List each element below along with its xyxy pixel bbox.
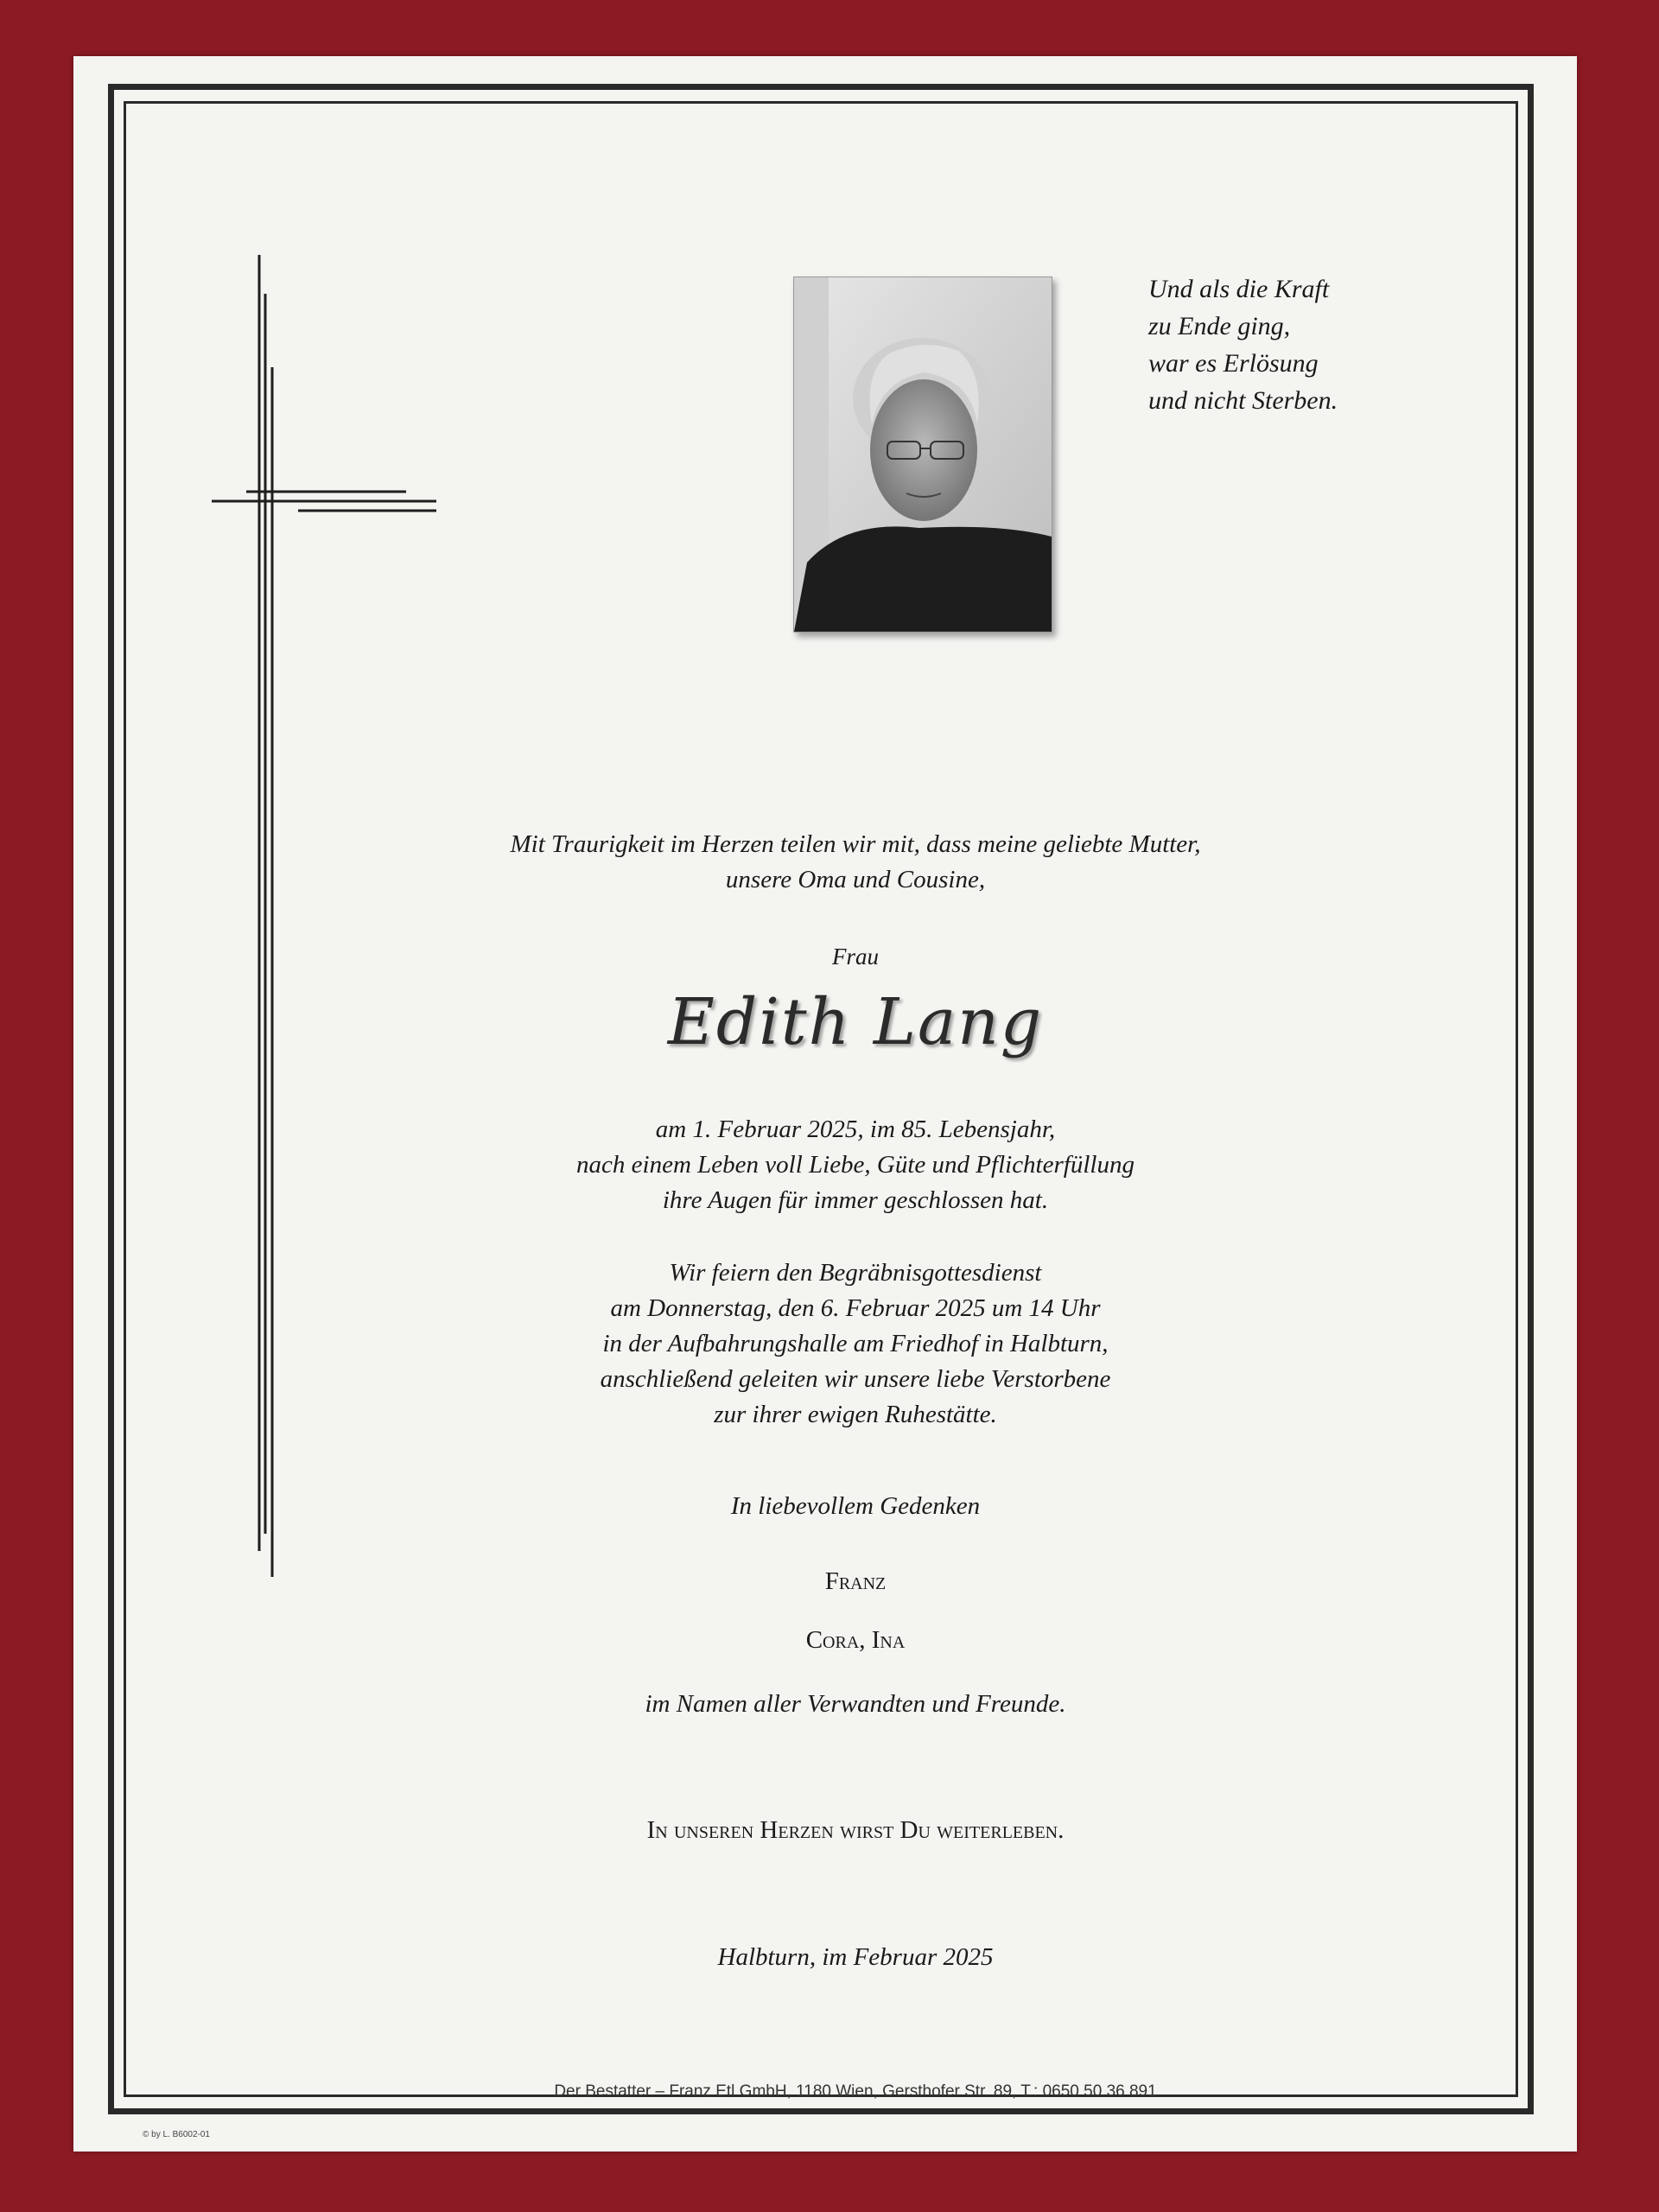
funeral-info-line: anschließend geleiten wir unsere liebe Verstorbene	[600, 1365, 1111, 1393]
intro-text	[246, 827, 1465, 898]
death-info-line: am 1. Februar 2025, im 85. Lebensjahr,	[655, 1116, 1056, 1143]
funeral-info-line: Wir feiern den Begräbnisgottesdienst	[669, 1259, 1042, 1287]
poem-line: Und als die Kraft	[1148, 275, 1330, 303]
portrait-photo	[793, 276, 1052, 632]
death-info-line: nach einem Leben voll Liebe, Güte und Pflichterfüllung	[576, 1151, 1135, 1179]
closing-phrase: In unseren Herzen wirst Du weiterleben.	[646, 1816, 1065, 1844]
funeral-info-line: in der Aufbahrungshalle am Friedhof in Halbturn,	[602, 1330, 1109, 1357]
intro-line-2: unsere Oma und Cousine,	[725, 866, 986, 893]
funeral-info	[246, 1255, 1465, 1433]
death-info-line: ihre Augen für immer geschlossen hat.	[662, 1186, 1049, 1214]
relatives-note: im Namen aller Verwandten und Freunde.	[645, 1690, 1066, 1718]
place-date: Halbturn, im Februar 2025	[717, 1943, 994, 1971]
remembrance: In liebevollem Gedenken	[730, 1492, 981, 1520]
deceased-name: Edith Lang	[667, 985, 1044, 1059]
funeral-info-line: zur ihrer ewigen Ruhestätte.	[714, 1401, 997, 1428]
salutation: Frau	[832, 944, 879, 969]
mourner-name: Cora, Ina	[805, 1626, 906, 1654]
poem-line: und nicht Sterben.	[1148, 386, 1338, 415]
poem-line: war es Erlösung	[1148, 349, 1319, 378]
poem-line: zu Ende ging,	[1148, 312, 1291, 340]
funeral-info-line: am Donnerstag, den 6. Februar 2025 um 14 Uhr	[610, 1294, 1101, 1322]
intro-line-1: Mit Traurigkeit im Herzen teilen wir mit, dass meine geliebte Mutter,	[510, 830, 1201, 858]
obituary-card	[73, 56, 1577, 2152]
death-info	[246, 1112, 1465, 1218]
mourner-name: Franz	[824, 1567, 887, 1595]
copyright: © by L. B6002-01	[143, 2130, 210, 2139]
poem	[1148, 270, 1494, 419]
undertaker-footer: Der Bestatter – Franz Etl GmbH, 1180 Wien, Gersthofer Str. 89, T.: 0650 50 36 891	[554, 2082, 1157, 2101]
